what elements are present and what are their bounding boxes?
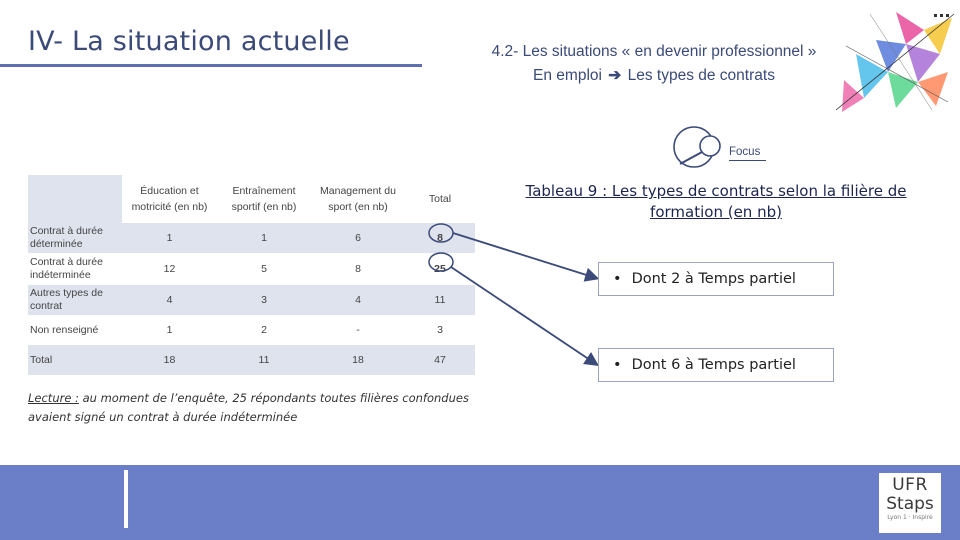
table-cell: 1 <box>122 315 217 345</box>
reading-note-text: au moment de l’enquête, 25 répondants toutes filières confondues avaient signé un contrat à durée indéterminée <box>28 391 469 424</box>
table-cell: 18 <box>122 345 217 375</box>
row-label: Contrat à durée indéterminée <box>28 253 122 285</box>
column-header: Management du sport (en nb) <box>311 175 405 223</box>
ufr-staps-logo <box>879 473 941 533</box>
title-underline <box>0 64 422 67</box>
highlighted-total: 8 <box>437 232 443 244</box>
table-cell: 1 <box>217 223 311 253</box>
highlighted-total: 25 <box>434 263 446 275</box>
table-caption: Tableau 9 : Les types de contrats selon la filière de formation (en nb) <box>525 182 907 221</box>
footer-band <box>0 465 960 540</box>
column-header: Éducation et motricité (en nb) <box>122 175 217 223</box>
row-label: Contrat à durée déterminée <box>28 223 122 253</box>
table-cell: 12 <box>122 253 217 285</box>
table-corner-cell <box>28 175 122 223</box>
table-cell: 6 <box>311 223 405 253</box>
section-subtitle <box>454 40 854 88</box>
table-row <box>28 223 475 253</box>
table-cell: 5 <box>217 253 311 285</box>
table-row <box>28 253 475 285</box>
callout-text: Dont 6 à Temps partiel <box>631 357 796 373</box>
table-cell: 11 <box>405 285 475 315</box>
column-header: Total <box>405 175 475 223</box>
table-cell: 11 <box>217 345 311 375</box>
table-cell: 3 <box>217 285 311 315</box>
table-row <box>28 285 475 315</box>
subtitle-line-1: 4.2- Les situations « en devenir professionnel » <box>491 43 817 60</box>
table-cell: 47 <box>405 345 475 375</box>
logo-line-2: Staps <box>886 494 934 514</box>
callout-box <box>598 262 834 296</box>
focus-label: Focus <box>729 145 766 161</box>
table-cell <box>405 253 475 285</box>
subtitle-part-left: En emploi <box>533 67 602 84</box>
table-cell: 3 <box>405 315 475 345</box>
magnifier-icon <box>672 124 730 170</box>
table-cell: 2 <box>217 315 311 345</box>
bullet-icon: • <box>613 357 622 373</box>
row-label: Non renseigné <box>28 315 122 345</box>
table-total-row <box>28 345 475 375</box>
table-header-row <box>28 175 475 223</box>
reading-note <box>28 389 478 427</box>
reading-note-label: Lecture : <box>28 391 79 405</box>
row-label: Total <box>28 345 122 375</box>
table-cell: 1 <box>122 223 217 253</box>
table-cell: - <box>311 315 405 345</box>
contracts-table <box>28 175 475 375</box>
decorative-pattern-icon <box>836 10 956 114</box>
table-cell: 4 <box>311 285 405 315</box>
callout-text: Dont 2 à Temps partiel <box>631 271 796 287</box>
column-header: Entraînement sportif (en nb) <box>217 175 311 223</box>
logo-line-3: Lyon 1 · Inspire <box>887 514 933 521</box>
table-cell: 18 <box>311 345 405 375</box>
footer-divider <box>124 470 128 528</box>
subtitle-part-right: Les types de contrats <box>627 67 775 84</box>
table-cell: 8 <box>311 253 405 285</box>
table-cell: 4 <box>122 285 217 315</box>
subtitle-line-2 <box>454 64 854 88</box>
arrow-right-icon: ➔ <box>608 67 622 84</box>
bullet-icon: • <box>613 271 622 287</box>
callout-box <box>598 348 834 382</box>
logo-line-1: UFR <box>892 475 928 495</box>
page-title: IV- La situation actuelle <box>28 26 350 57</box>
table-cell <box>405 223 475 253</box>
table-row <box>28 315 475 345</box>
row-label: Autres types de contrat <box>28 285 122 315</box>
